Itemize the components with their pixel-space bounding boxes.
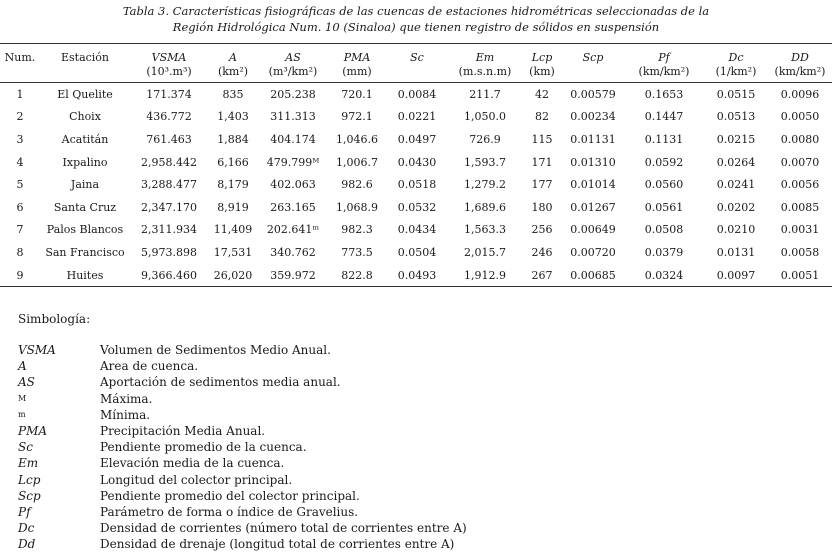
legend-item — [18, 374, 467, 390]
legend-description: Máxima. — [100, 391, 153, 406]
table-cell: 0.00685 — [562, 264, 624, 287]
table-cell: 3 — [16, 132, 24, 146]
table-cell: 0.0210 — [716, 223, 756, 237]
table-cell: 1,563.3 — [464, 223, 506, 237]
table-row — [0, 219, 832, 242]
table-cell: 1,068.9 — [336, 200, 378, 214]
table-cell: 0.0051 — [768, 264, 832, 287]
header-unit: (km) — [529, 65, 555, 78]
legend-item — [18, 358, 467, 374]
table-cell: 246 — [531, 245, 553, 259]
table-cell: 0.0513 — [716, 110, 756, 124]
table-cell: 1,912.9 — [448, 264, 522, 287]
legend-symbol: Dc — [18, 521, 35, 536]
legend-item — [18, 342, 467, 358]
legend-symbol: Sc — [18, 440, 33, 455]
legend-symbol: Dd — [18, 537, 36, 552]
header-label: Sc — [410, 51, 424, 64]
table-cell: Palos Blancos — [46, 223, 124, 237]
header-unit: (km/km²) — [638, 65, 690, 78]
table-cell: 0.0493 — [386, 264, 448, 287]
legend-symbol: PMA — [18, 424, 48, 439]
legend-symbol: Pf — [18, 505, 31, 520]
table-cell: 0.0497 — [397, 132, 437, 146]
header-unit: (mm) — [342, 65, 372, 78]
table-cell: 0.00579 — [570, 87, 616, 101]
table-cell: 0.0515 — [716, 87, 756, 101]
table-cell: 5 — [16, 178, 24, 192]
table-cell: 0.01014 — [570, 178, 616, 192]
legend-description: Parámetro de forma o índice de Gravelius. — [100, 505, 359, 520]
table-cell: 26,020 — [208, 264, 258, 287]
table-cell: 0.00234 — [570, 110, 616, 124]
table-cell: 256 — [531, 223, 553, 237]
legend-item — [18, 472, 467, 488]
legend-item — [18, 455, 467, 471]
table-cell: 7 — [16, 223, 24, 237]
legend-description: Densidad de drenaje (longitud total de corrientes entre A) — [100, 537, 455, 552]
table-row — [0, 241, 832, 264]
table-cell: 115 — [531, 132, 553, 146]
table-cell: 0.0056 — [780, 178, 820, 192]
table-cell: 1,046.6 — [336, 132, 378, 146]
table-cell: 171 — [531, 155, 553, 169]
table-cell: 0.1447 — [644, 110, 684, 124]
table-cell: 2 — [16, 110, 24, 124]
table-cell: 0.0592 — [644, 155, 684, 169]
table-cell: 340.762 — [270, 245, 316, 259]
legend-item — [18, 488, 467, 504]
table-cell: 1,403 — [217, 110, 249, 124]
header-unit: (m.s.n.m) — [458, 65, 512, 78]
table-cell: 0.0532 — [397, 200, 437, 214]
legend-item — [18, 536, 467, 552]
table-cell: 479.799ᴹ — [266, 155, 320, 169]
legend-symbol: Em — [18, 456, 39, 471]
table-cell: 42 — [535, 87, 549, 101]
table-cell: 982.3 — [341, 223, 373, 237]
table-cell: Choix — [69, 110, 101, 124]
table-cell: 0.0379 — [644, 245, 684, 259]
table-row — [0, 151, 832, 174]
table-cell: 177 — [531, 178, 553, 192]
legend-symbol: Lcp — [18, 472, 41, 487]
table-cell: 5,973.898 — [141, 245, 197, 259]
legend-item — [18, 423, 467, 439]
table-header-row — [0, 44, 832, 83]
table-cell: 720.1 — [341, 87, 373, 101]
table-cell: 0.0202 — [716, 200, 756, 214]
legend-symbol: Scp — [18, 488, 41, 503]
table-cell: 0.0050 — [780, 110, 820, 124]
table-cell: 17,531 — [213, 245, 253, 259]
caption-line-2: Región Hidrológica Num. 10 (Sinaloa) que tienen registro de sólidos en suspensión — [172, 20, 660, 34]
header-label: A — [229, 51, 237, 64]
header-vsma — [130, 44, 208, 83]
table-cell: 0.0504 — [397, 245, 437, 259]
table-cell: 6,166 — [217, 155, 249, 169]
table-cell: 0.1131 — [644, 132, 684, 146]
header-label: Num. — [4, 51, 36, 64]
table-cell: 972.1 — [341, 110, 373, 124]
table-cell: 8 — [16, 245, 24, 259]
table-cell: 9,366.460 — [130, 264, 208, 287]
table-cell: 0.0031 — [780, 223, 820, 237]
legend-description: Mínima. — [100, 407, 151, 422]
table-cell: 82 — [535, 110, 549, 124]
table-cell: 359.972 — [258, 264, 328, 287]
table-cell: 1 — [16, 87, 24, 101]
table-cell: 202.641ᵐ — [266, 223, 320, 237]
table-cell: 263.165 — [270, 200, 316, 214]
header-unit: (1/km²) — [715, 65, 757, 78]
table-cell: El Quelite — [57, 87, 113, 101]
table-cell: 205.238 — [270, 87, 316, 101]
header-pma — [328, 44, 386, 83]
legend-symbol: M — [18, 393, 27, 403]
table-row — [0, 83, 832, 106]
header-label: Lcp — [531, 51, 553, 64]
table-cell: 0.0518 — [397, 178, 437, 192]
header-unit: (km²) — [217, 65, 249, 78]
header-label: Pf — [658, 51, 670, 64]
table-caption — [0, 3, 832, 35]
legend-item — [18, 407, 467, 423]
table-cell: 1,689.6 — [464, 200, 506, 214]
header-pf — [624, 44, 704, 83]
caption-line-1: Tabla 3. Características fisiográficas de las cuencas de estaciones hidrométricas seleccionadas de la — [122, 4, 710, 18]
table-cell: 0.0070 — [780, 155, 820, 169]
table-row — [0, 128, 832, 151]
sediment-table — [0, 43, 832, 287]
header-label: PMA — [343, 51, 371, 64]
header-scp — [562, 44, 624, 83]
legend-description: Pendiente promedio de la cuenca. — [100, 440, 307, 455]
table-cell: 0.0084 — [397, 87, 437, 101]
table-cell: 761.463 — [146, 132, 192, 146]
legend-description: Elevación media de la cuenca. — [100, 456, 285, 471]
header-as — [258, 44, 328, 83]
header-label: Dc — [728, 51, 744, 64]
header-label: AS — [285, 51, 301, 64]
table-row — [0, 264, 832, 287]
table-cell: 1,050.0 — [464, 110, 506, 124]
header-label: Estación — [60, 51, 110, 64]
table-cell: 0.0561 — [644, 200, 684, 214]
table-cell: Ixpalino — [62, 155, 108, 169]
table-cell: 404.174 — [270, 132, 316, 146]
table-cell: 0.0560 — [644, 178, 684, 192]
table-cell: Huites — [40, 264, 130, 287]
table-cell: Acatitán — [61, 132, 109, 146]
header-estacion — [40, 44, 130, 83]
table-cell: 402.063 — [270, 178, 316, 192]
header-dd — [768, 44, 832, 83]
table-cell: 0.0430 — [397, 155, 437, 169]
table-cell: 835 — [222, 87, 244, 101]
legend-item — [18, 504, 467, 520]
table-cell: 2,311.934 — [141, 223, 197, 237]
legend-item — [18, 391, 467, 407]
legend-item — [18, 520, 467, 536]
table-row — [0, 106, 832, 129]
header-label: VSMA — [151, 51, 187, 64]
table-cell: 0.01267 — [570, 200, 616, 214]
table-cell: 4 — [16, 155, 24, 169]
symbol-legend — [18, 342, 467, 553]
header-sc — [386, 44, 448, 83]
table-cell: 9 — [0, 264, 40, 287]
table-cell: 0.00649 — [570, 223, 616, 237]
legend-description: Aportación de sedimentos media anual. — [100, 375, 341, 390]
table-cell: 2,958.442 — [141, 155, 197, 169]
table-cell: 0.0058 — [780, 245, 820, 259]
table-cell: 267 — [522, 264, 562, 287]
legend-symbol: VSMA — [18, 343, 56, 357]
table-cell: 2,347.170 — [141, 200, 197, 214]
table-cell: 1,006.7 — [336, 155, 378, 169]
legend-symbol: m — [18, 409, 26, 419]
legend-description: Densidad de corrientes (número total de corrientes entre A) — [100, 521, 467, 536]
table-cell: 0.0085 — [780, 200, 820, 214]
legend-description: Pendiente promedio del colector principal. — [100, 488, 360, 503]
table-cell: 0.0131 — [716, 245, 756, 259]
legend-item — [18, 439, 467, 455]
table-cell: 0.1653 — [644, 87, 684, 101]
legend-description: Longitud del colector principal. — [100, 472, 293, 487]
table-cell: 773.5 — [341, 245, 373, 259]
table-cell: 11,409 — [213, 223, 253, 237]
table-cell: 180 — [531, 200, 553, 214]
header-label: DD — [791, 51, 809, 64]
table-cell: 0.0324 — [624, 264, 704, 287]
table-body — [0, 83, 832, 287]
legend-title: Simbología: — [18, 312, 91, 326]
table-cell: 436.772 — [146, 110, 192, 124]
header-label: Em — [475, 51, 495, 64]
header-a — [208, 44, 258, 83]
table-row — [0, 173, 832, 196]
header-unit: (m³/km²) — [268, 65, 318, 78]
table-cell: 0.0097 — [704, 264, 768, 287]
table-cell: 6 — [16, 200, 24, 214]
legend-description: Volumen de Sedimentos Medio Anual. — [100, 343, 331, 357]
table-cell: 0.0241 — [716, 178, 756, 192]
table-cell: 0.0434 — [397, 223, 437, 237]
table-cell: 0.00720 — [570, 245, 616, 259]
table-cell: 822.8 — [328, 264, 386, 287]
table-cell: 171.374 — [146, 87, 192, 101]
table-cell: 0.0508 — [644, 223, 684, 237]
table-row — [0, 196, 832, 219]
table-cell: 1,279.2 — [464, 178, 506, 192]
table-cell: 982.6 — [341, 178, 373, 192]
table-cell: 1,884 — [217, 132, 249, 146]
header-lcp — [522, 44, 562, 83]
table-cell: 0.01131 — [570, 132, 616, 146]
table-cell: 1,593.7 — [464, 155, 506, 169]
table-cell: 0.0221 — [397, 110, 437, 124]
table-cell: 2,015.7 — [464, 245, 506, 259]
table-cell: 0.01310 — [570, 155, 616, 169]
table-cell: 0.0264 — [716, 155, 756, 169]
table-cell: Jaina — [70, 178, 100, 192]
legend-description: Area de cuenca. — [100, 359, 199, 374]
table-cell: 0.0096 — [780, 87, 820, 101]
header-label: Scp — [582, 51, 604, 64]
table-cell: 0.0215 — [716, 132, 756, 146]
table-cell: San Francisco — [45, 245, 125, 259]
header-em — [448, 44, 522, 83]
table-cell: 8,179 — [217, 178, 249, 192]
table-cell: 3,288.477 — [141, 178, 197, 192]
table-cell: 0.0080 — [780, 132, 820, 146]
table-cell: 311.313 — [270, 110, 316, 124]
legend-description: Precipitación Media Anual. — [100, 424, 266, 439]
table-cell: Santa Cruz — [53, 200, 117, 214]
header-dc — [704, 44, 768, 83]
table-cell: 8,919 — [217, 200, 249, 214]
table-cell: 211.7 — [469, 87, 501, 101]
legend-symbol: AS — [18, 375, 35, 390]
header-unit: (10³.m³) — [146, 65, 192, 78]
header-num — [0, 44, 40, 83]
header-unit: (km/km²) — [774, 65, 826, 78]
table-cell: 726.9 — [469, 132, 501, 146]
legend-symbol: A — [18, 359, 27, 374]
